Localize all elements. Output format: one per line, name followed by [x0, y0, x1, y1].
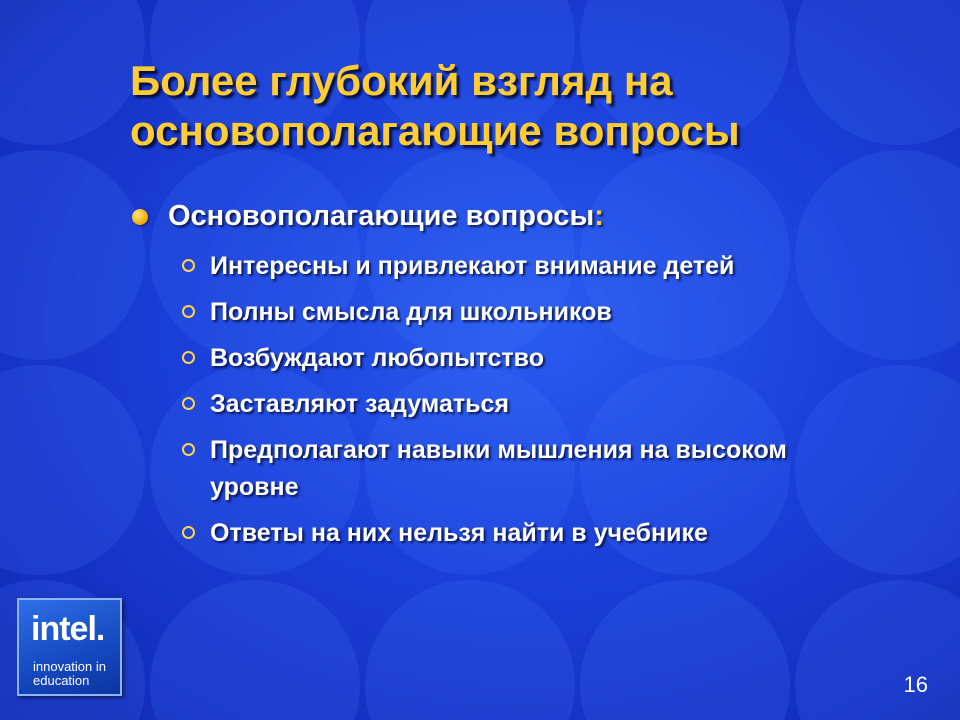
sub-bullet-text: Предполагают навыки мышления на высоком уровне — [210, 436, 787, 501]
page-number: 16 — [903, 672, 928, 697]
ring-bullet-icon — [182, 526, 195, 539]
ring-bullet-icon — [182, 351, 195, 364]
sub-bullet-text: Заставляют задуматься — [210, 390, 509, 418]
title-line-2: основополагающие вопросы — [130, 107, 740, 154]
ring-bullet-icon — [182, 305, 195, 318]
logo-tagline — [33, 660, 106, 688]
logo-brand: intel. — [31, 610, 105, 648]
sub-bullet-list — [180, 248, 950, 552]
sub-bullet-text: Интересны и привлекают внимание детей — [210, 252, 735, 280]
bullet-dot-icon — [132, 209, 148, 225]
logo-tagline-line-1: innovation in — [33, 659, 106, 674]
main-bullet-colon: : — [594, 200, 604, 232]
sub-bullet-text: Полны смысла для школьников — [210, 298, 612, 326]
sub-bullet — [180, 386, 950, 423]
sub-bullet — [180, 340, 950, 377]
sub-bullet-text: Ответы на них нельзя найти в учебнике — [210, 519, 708, 547]
main-bullet-text: Основополагающие вопросы — [168, 200, 595, 232]
logo-tagline-line-2: education — [33, 673, 90, 688]
ring-bullet-icon — [182, 397, 195, 410]
bullet-list — [130, 196, 950, 561]
slide-title — [130, 56, 930, 156]
ring-bullet-icon — [182, 443, 195, 456]
sub-bullet — [180, 515, 950, 552]
ring-bullet-icon — [182, 259, 195, 272]
sub-bullet — [180, 248, 950, 285]
intel-logo — [17, 598, 122, 696]
main-bullet — [130, 196, 950, 236]
sub-bullet-text: Возбуждают любопытство — [210, 344, 544, 372]
title-line-1: Более глубокий взгляд на — [130, 57, 673, 104]
sub-bullet — [180, 432, 830, 506]
sub-bullet — [180, 294, 950, 331]
